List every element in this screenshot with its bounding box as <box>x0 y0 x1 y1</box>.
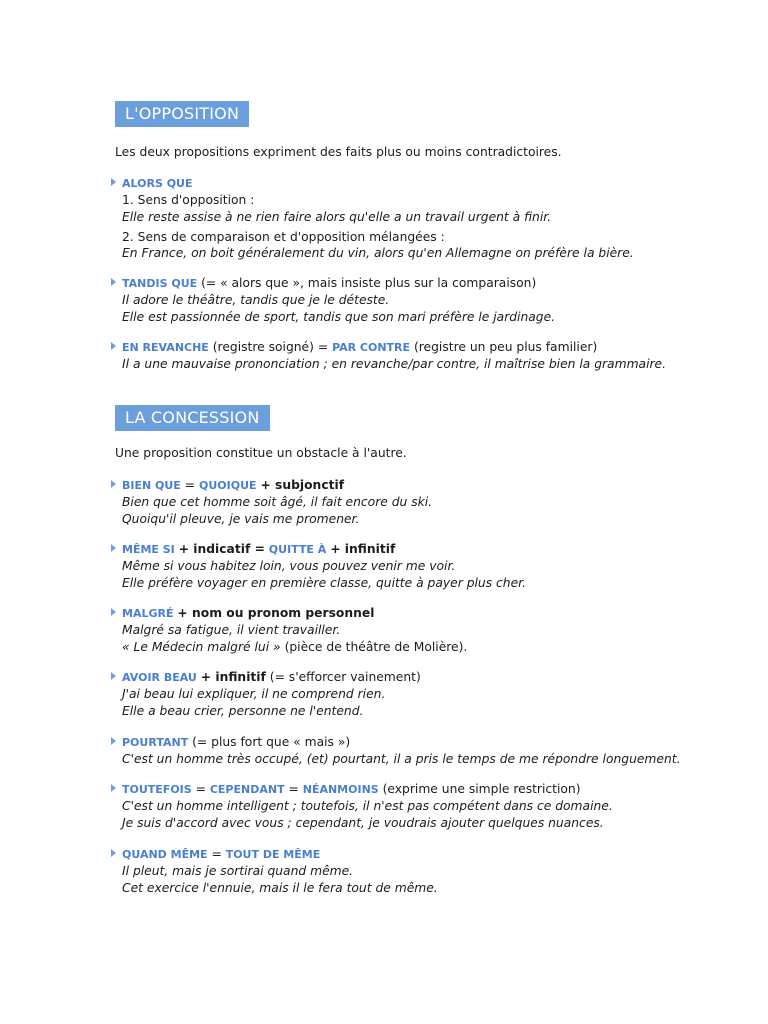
concession-intro: Une proposition constitue un obstacle à l'autre. <box>115 446 407 460</box>
example: Je suis d'accord avec vous ; cependant, je voudrais ajouter quelques nuances. <box>122 815 604 830</box>
example: Elle est passionnée de sport, tandis que son mari préfère le jardinage. <box>122 309 556 324</box>
concession-heading: LA CONCESSION <box>115 405 270 431</box>
arrow-icon <box>111 849 116 857</box>
keyword: TANDIS QUE <box>122 277 198 290</box>
note: (= s'efforcer vainement) <box>269 670 421 684</box>
equals: = <box>195 782 206 796</box>
example: Bien que cet homme soit âgé, il fait encore du ski. <box>122 495 433 510</box>
entry-tandis-que <box>111 275 681 325</box>
arrow-icon <box>111 278 116 286</box>
arrow-icon <box>111 342 116 350</box>
example: Il a une mauvaise prononciation ; en revanche/par contre, il maîtrise bien la grammaire. <box>122 357 667 372</box>
opposition-intro: Les deux propositions expriment des faits plus ou moins contradictoires. <box>115 145 562 159</box>
opposition-heading: L'OPPOSITION <box>115 101 249 127</box>
keyword: ALORS QUE <box>122 177 193 190</box>
keyword: AVOIR BEAU <box>122 671 197 684</box>
keyword: QUOIQUE <box>198 479 257 492</box>
note: (= plus fort que « mais ») <box>192 735 351 749</box>
keyword: MALGRÉ <box>122 607 174 620</box>
example: J'ai beau lui expliquer, il ne comprend rien. <box>122 687 386 702</box>
example: C'est un homme intelligent ; toutefois, il n'est pas compétent dans ce domaine. <box>122 799 613 814</box>
keyword: CEPENDANT <box>209 783 285 796</box>
keyword: MÊME SI <box>122 543 175 556</box>
sense-line: 1. Sens d'opposition : <box>122 193 255 208</box>
arrow-icon <box>111 784 116 792</box>
grammar-rule: + infinitif <box>330 542 396 556</box>
sense-line: 2. Sens de comparaison et d'opposition mélangées : <box>122 229 445 244</box>
note: (= « alors que », mais insiste plus sur la comparaison) <box>201 276 537 290</box>
grammar-rule: + nom ou pronom personnel <box>177 606 375 620</box>
example: En France, on boit généralement du vin, alors qu'en Allemagne on préfère la bière. <box>122 246 634 261</box>
note: (registre soigné) = <box>212 340 329 354</box>
grammar-rule: + subjonctif <box>260 478 345 492</box>
entry-en-revanche <box>111 339 681 373</box>
equals: = <box>288 782 299 796</box>
arrow-icon <box>111 544 116 552</box>
entry-meme-si <box>111 541 681 591</box>
example: Elle reste assise à ne rien faire alors qu'elle a un travail urgent à finir. <box>122 209 552 224</box>
note: (pièce de théâtre de Molière). <box>284 639 468 654</box>
example: Malgré sa fatigue, il vient travailler. <box>122 623 341 638</box>
keyword: QUITTE À <box>268 543 327 556</box>
note: (exprime une simple restriction) <box>382 782 581 796</box>
arrow-icon <box>111 737 116 745</box>
equals: = <box>211 847 222 861</box>
entry-avoir-beau <box>111 669 681 719</box>
example: Quoiqu'il pleuve, je vais me promener. <box>122 511 360 526</box>
example: Même si vous habitez loin, vous pouvez venir me voir. <box>122 559 456 574</box>
example: « Le Médecin malgré lui » <box>122 639 281 654</box>
entry-toutefois <box>111 781 681 831</box>
example: Il pleut, mais je sortirai quand même. <box>122 864 354 879</box>
grammar-rule: + indicatif = <box>178 542 265 556</box>
entry-malgre <box>111 605 681 655</box>
example: Il adore le théâtre, tandis que je le déteste. <box>122 293 390 308</box>
keyword: TOUTEFOIS <box>122 783 192 796</box>
entry-alors-que <box>111 176 681 261</box>
arrow-icon <box>111 480 116 488</box>
note: (registre un peu plus familier) <box>413 340 598 354</box>
arrow-icon <box>111 178 116 186</box>
keyword: NÉANMOINS <box>302 783 379 796</box>
keyword: EN REVANCHE <box>122 341 209 354</box>
example: Elle préfère voyager en première classe, quitte à payer plus cher. <box>122 575 526 590</box>
example: Cet exercice l'ennuie, mais il le fera tout de même. <box>122 880 438 895</box>
keyword: BIEN QUE <box>122 479 181 492</box>
example: Elle a beau crier, personne ne l'entend. <box>122 703 364 718</box>
keyword: PAR CONTRE <box>332 341 411 354</box>
equals: = <box>184 478 196 492</box>
entry-bien-que <box>111 477 681 527</box>
entry-quand-meme <box>111 846 681 896</box>
arrow-icon <box>111 608 116 616</box>
grammar-rule: + infinitif <box>200 670 266 684</box>
entry-pourtant <box>111 734 681 768</box>
keyword: TOUT DE MÊME <box>225 848 321 861</box>
keyword: QUAND MÊME <box>122 848 208 861</box>
example: C'est un homme très occupé, (et) pourtant, il a pris le temps de me répondre longuement. <box>122 752 681 767</box>
arrow-icon <box>111 672 116 680</box>
keyword: POURTANT <box>122 736 189 749</box>
